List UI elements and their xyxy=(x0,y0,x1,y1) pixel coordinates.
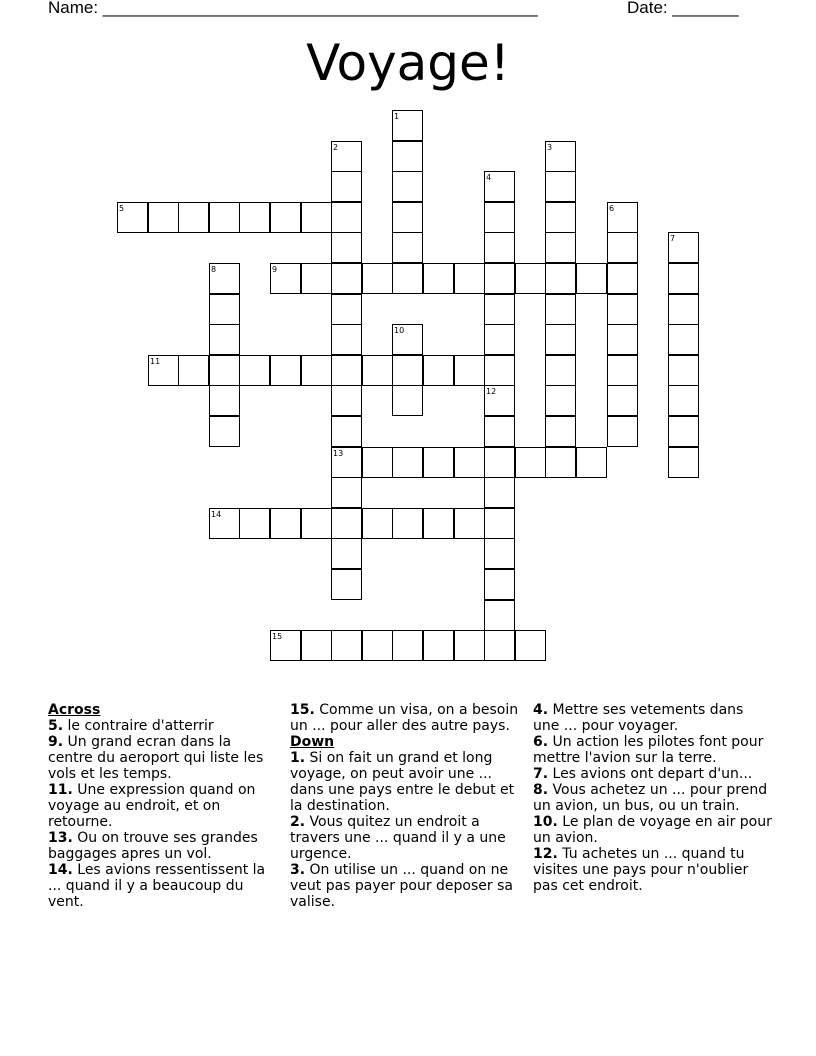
clue-across-15: 15. Comme un visa, on a besoin un ... pour aller des autre pays. xyxy=(290,702,519,734)
clue-down-10: 10. Le plan de voyage en air pour un avion. xyxy=(533,814,772,846)
grid-cell[interactable] xyxy=(362,508,393,539)
clue-number-label: 5 xyxy=(119,204,125,213)
grid-cell[interactable] xyxy=(484,294,515,325)
grid-cell[interactable] xyxy=(331,538,362,569)
grid-cell[interactable] xyxy=(392,355,423,386)
grid-cell[interactable] xyxy=(392,263,423,294)
grid-cell[interactable] xyxy=(209,202,240,233)
grid-cell[interactable] xyxy=(668,447,699,478)
clue-number-label: 9 xyxy=(272,265,278,274)
clue-number-label: 12 xyxy=(486,387,497,396)
grid-cell[interactable] xyxy=(301,630,332,661)
grid-cell[interactable] xyxy=(545,294,576,325)
grid-cell[interactable] xyxy=(607,232,638,263)
grid-cell[interactable] xyxy=(484,508,515,539)
grid-cell[interactable] xyxy=(484,416,515,447)
grid-cell[interactable] xyxy=(331,385,362,416)
grid-cell[interactable] xyxy=(331,202,362,233)
grid-cell[interactable] xyxy=(668,355,699,386)
grid-cell[interactable] xyxy=(392,171,423,202)
clue-across-14: 14. Les avions ressentissent la ... quand il y a beaucoup du vent. xyxy=(48,862,266,910)
grid-cell[interactable] xyxy=(270,508,301,539)
name-field-label[interactable]: Name: ______________________________________________ xyxy=(48,0,538,17)
grid-cell[interactable] xyxy=(392,447,423,478)
grid-cell[interactable] xyxy=(454,508,485,539)
grid-cell[interactable] xyxy=(454,355,485,386)
grid-cell[interactable] xyxy=(515,447,546,478)
grid-cell[interactable] xyxy=(454,630,485,661)
clue-down-1: 1. Si on fait un grand et long voyage, on peut avoir une ... dans une pays entre le debut et la destination. xyxy=(290,750,515,814)
page-title: Voyage! xyxy=(306,34,510,92)
clue-across-9: 9. Un grand ecran dans la centre du aeroport qui liste les vols et les temps. xyxy=(48,734,264,782)
grid-cell[interactable] xyxy=(484,600,515,631)
grid-cell[interactable] xyxy=(484,232,515,263)
grid-cell[interactable] xyxy=(515,630,546,661)
date-field-label[interactable]: Date: _______ xyxy=(627,0,739,17)
grid-cell[interactable] xyxy=(484,569,515,600)
grid-cell[interactable] xyxy=(423,630,454,661)
grid-cell[interactable] xyxy=(515,263,546,294)
grid-cell[interactable] xyxy=(239,355,270,386)
clue-down-4: 4. Mettre ses vetements dans une ... pour voyager. xyxy=(533,702,744,734)
clue-column-2 xyxy=(290,702,526,910)
grid-cell[interactable] xyxy=(607,294,638,325)
grid-cell[interactable] xyxy=(301,263,332,294)
clue-number-label: 3 xyxy=(547,143,553,152)
clue-number-label: 11 xyxy=(150,357,161,366)
clue-down-2: 2. Vous quitez un endroit a travers une ... quand il y a une urgence. xyxy=(290,814,506,862)
grid-cell[interactable] xyxy=(331,477,362,508)
grid-cell[interactable] xyxy=(545,416,576,447)
grid-cell[interactable] xyxy=(668,263,699,294)
clue-number-label: 6 xyxy=(609,204,615,213)
clue-down-12: 12. Tu achetes un ... quand tu visites une pays pour n'oublier pas cet endroit. xyxy=(533,846,749,894)
grid-cell[interactable] xyxy=(607,355,638,386)
clue-number-label: 4 xyxy=(486,173,492,182)
grid-cell[interactable] xyxy=(392,385,423,416)
grid-cell[interactable] xyxy=(668,385,699,416)
clue-number-label: 14 xyxy=(211,510,222,519)
clue-number-label: 15 xyxy=(272,632,283,641)
grid-cell[interactable] xyxy=(178,202,209,233)
grid-cell[interactable] xyxy=(209,294,240,325)
grid-cell[interactable] xyxy=(484,263,515,294)
grid-cell[interactable] xyxy=(362,355,393,386)
grid-cell[interactable] xyxy=(545,202,576,233)
grid-cell[interactable] xyxy=(239,202,270,233)
grid-cell[interactable] xyxy=(668,416,699,447)
grid-cell[interactable] xyxy=(301,202,332,233)
grid-cell[interactable] xyxy=(423,508,454,539)
grid-cell[interactable] xyxy=(484,324,515,355)
grid-cell[interactable] xyxy=(607,416,638,447)
grid-cell[interactable] xyxy=(484,630,515,661)
clue-down-6: 6. Un action les pilotes font pour mettre l'avion sur la terre. xyxy=(533,734,764,766)
grid-cell[interactable] xyxy=(576,447,607,478)
grid-cell[interactable] xyxy=(331,416,362,447)
clue-down-7: 7. Les avions ont depart d'un... xyxy=(533,766,753,782)
grid-cell[interactable] xyxy=(178,355,209,386)
grid-cell[interactable] xyxy=(270,202,301,233)
clue-column-3 xyxy=(533,702,773,894)
grid-cell[interactable] xyxy=(362,263,393,294)
grid-cell[interactable] xyxy=(331,232,362,263)
grid-cell[interactable] xyxy=(331,355,362,386)
grid-cell[interactable] xyxy=(362,630,393,661)
grid-cell[interactable] xyxy=(545,232,576,263)
grid-cell[interactable] xyxy=(362,447,393,478)
grid-cell[interactable] xyxy=(392,232,423,263)
grid-cell[interactable] xyxy=(484,202,515,233)
clue-column-1 xyxy=(48,702,280,910)
grid-cell[interactable] xyxy=(331,324,362,355)
grid-cell[interactable] xyxy=(209,355,240,386)
grid-cell[interactable] xyxy=(331,171,362,202)
clue-number-label: 1 xyxy=(394,112,400,121)
grid-cell[interactable] xyxy=(607,263,638,294)
grid-cell[interactable] xyxy=(392,202,423,233)
grid-cell[interactable] xyxy=(392,630,423,661)
grid-cell[interactable] xyxy=(576,263,607,294)
grid-cell[interactable] xyxy=(484,538,515,569)
clue-across-5: 5. le contraire d'atterrir xyxy=(48,718,214,734)
grid-cell[interactable] xyxy=(454,263,485,294)
clue-across-11: 11. Une expression quand on voyage au endroit, et on retourne. xyxy=(48,782,256,830)
grid-cell[interactable] xyxy=(484,477,515,508)
grid-cell[interactable] xyxy=(545,385,576,416)
grid-cell[interactable] xyxy=(331,569,362,600)
grid-cell[interactable] xyxy=(301,508,332,539)
grid-cell[interactable] xyxy=(607,324,638,355)
grid-cell[interactable] xyxy=(454,447,485,478)
clue-number-label: 8 xyxy=(211,265,217,274)
clue-down-3: 3. On utilise un ... quand on ne veut pas payer pour deposer sa valise. xyxy=(290,862,513,910)
grid-cell[interactable] xyxy=(545,324,576,355)
grid-cell[interactable] xyxy=(423,355,454,386)
clue-number-label: 7 xyxy=(670,234,676,243)
grid-cell[interactable] xyxy=(484,355,515,386)
across-heading: Across xyxy=(48,702,101,718)
down-heading: Down xyxy=(290,734,335,750)
grid-cell[interactable] xyxy=(209,385,240,416)
clue-number-label: 2 xyxy=(333,143,339,152)
grid-cell[interactable] xyxy=(607,385,638,416)
grid-cell[interactable] xyxy=(270,355,301,386)
grid-cell[interactable] xyxy=(484,447,515,478)
grid-cell[interactable] xyxy=(545,447,576,478)
grid-cell[interactable] xyxy=(392,508,423,539)
grid-cell[interactable] xyxy=(331,263,362,294)
grid-cell[interactable] xyxy=(423,447,454,478)
grid-cell[interactable] xyxy=(209,324,240,355)
grid-cell[interactable] xyxy=(209,416,240,447)
grid-cell[interactable] xyxy=(148,202,179,233)
grid-cell[interactable] xyxy=(239,508,270,539)
clue-number-label: 10 xyxy=(394,326,405,335)
grid-cell[interactable] xyxy=(331,630,362,661)
grid-cell[interactable] xyxy=(301,355,332,386)
grid-cell[interactable] xyxy=(331,294,362,325)
grid-cell[interactable] xyxy=(545,263,576,294)
clue-down-8: 8. Vous achetez un ... pour prend un avion, un bus, ou un train. xyxy=(533,782,768,814)
grid-cell[interactable] xyxy=(545,171,576,202)
grid-cell[interactable] xyxy=(668,324,699,355)
grid-cell[interactable] xyxy=(331,508,362,539)
grid-cell[interactable] xyxy=(423,263,454,294)
grid-cell[interactable] xyxy=(392,141,423,172)
grid-cell[interactable] xyxy=(545,355,576,386)
clue-across-13: 13. Ou on trouve ses grandes baggages apres un vol. xyxy=(48,830,258,862)
clue-number-label: 13 xyxy=(333,449,344,458)
grid-cell[interactable] xyxy=(668,294,699,325)
